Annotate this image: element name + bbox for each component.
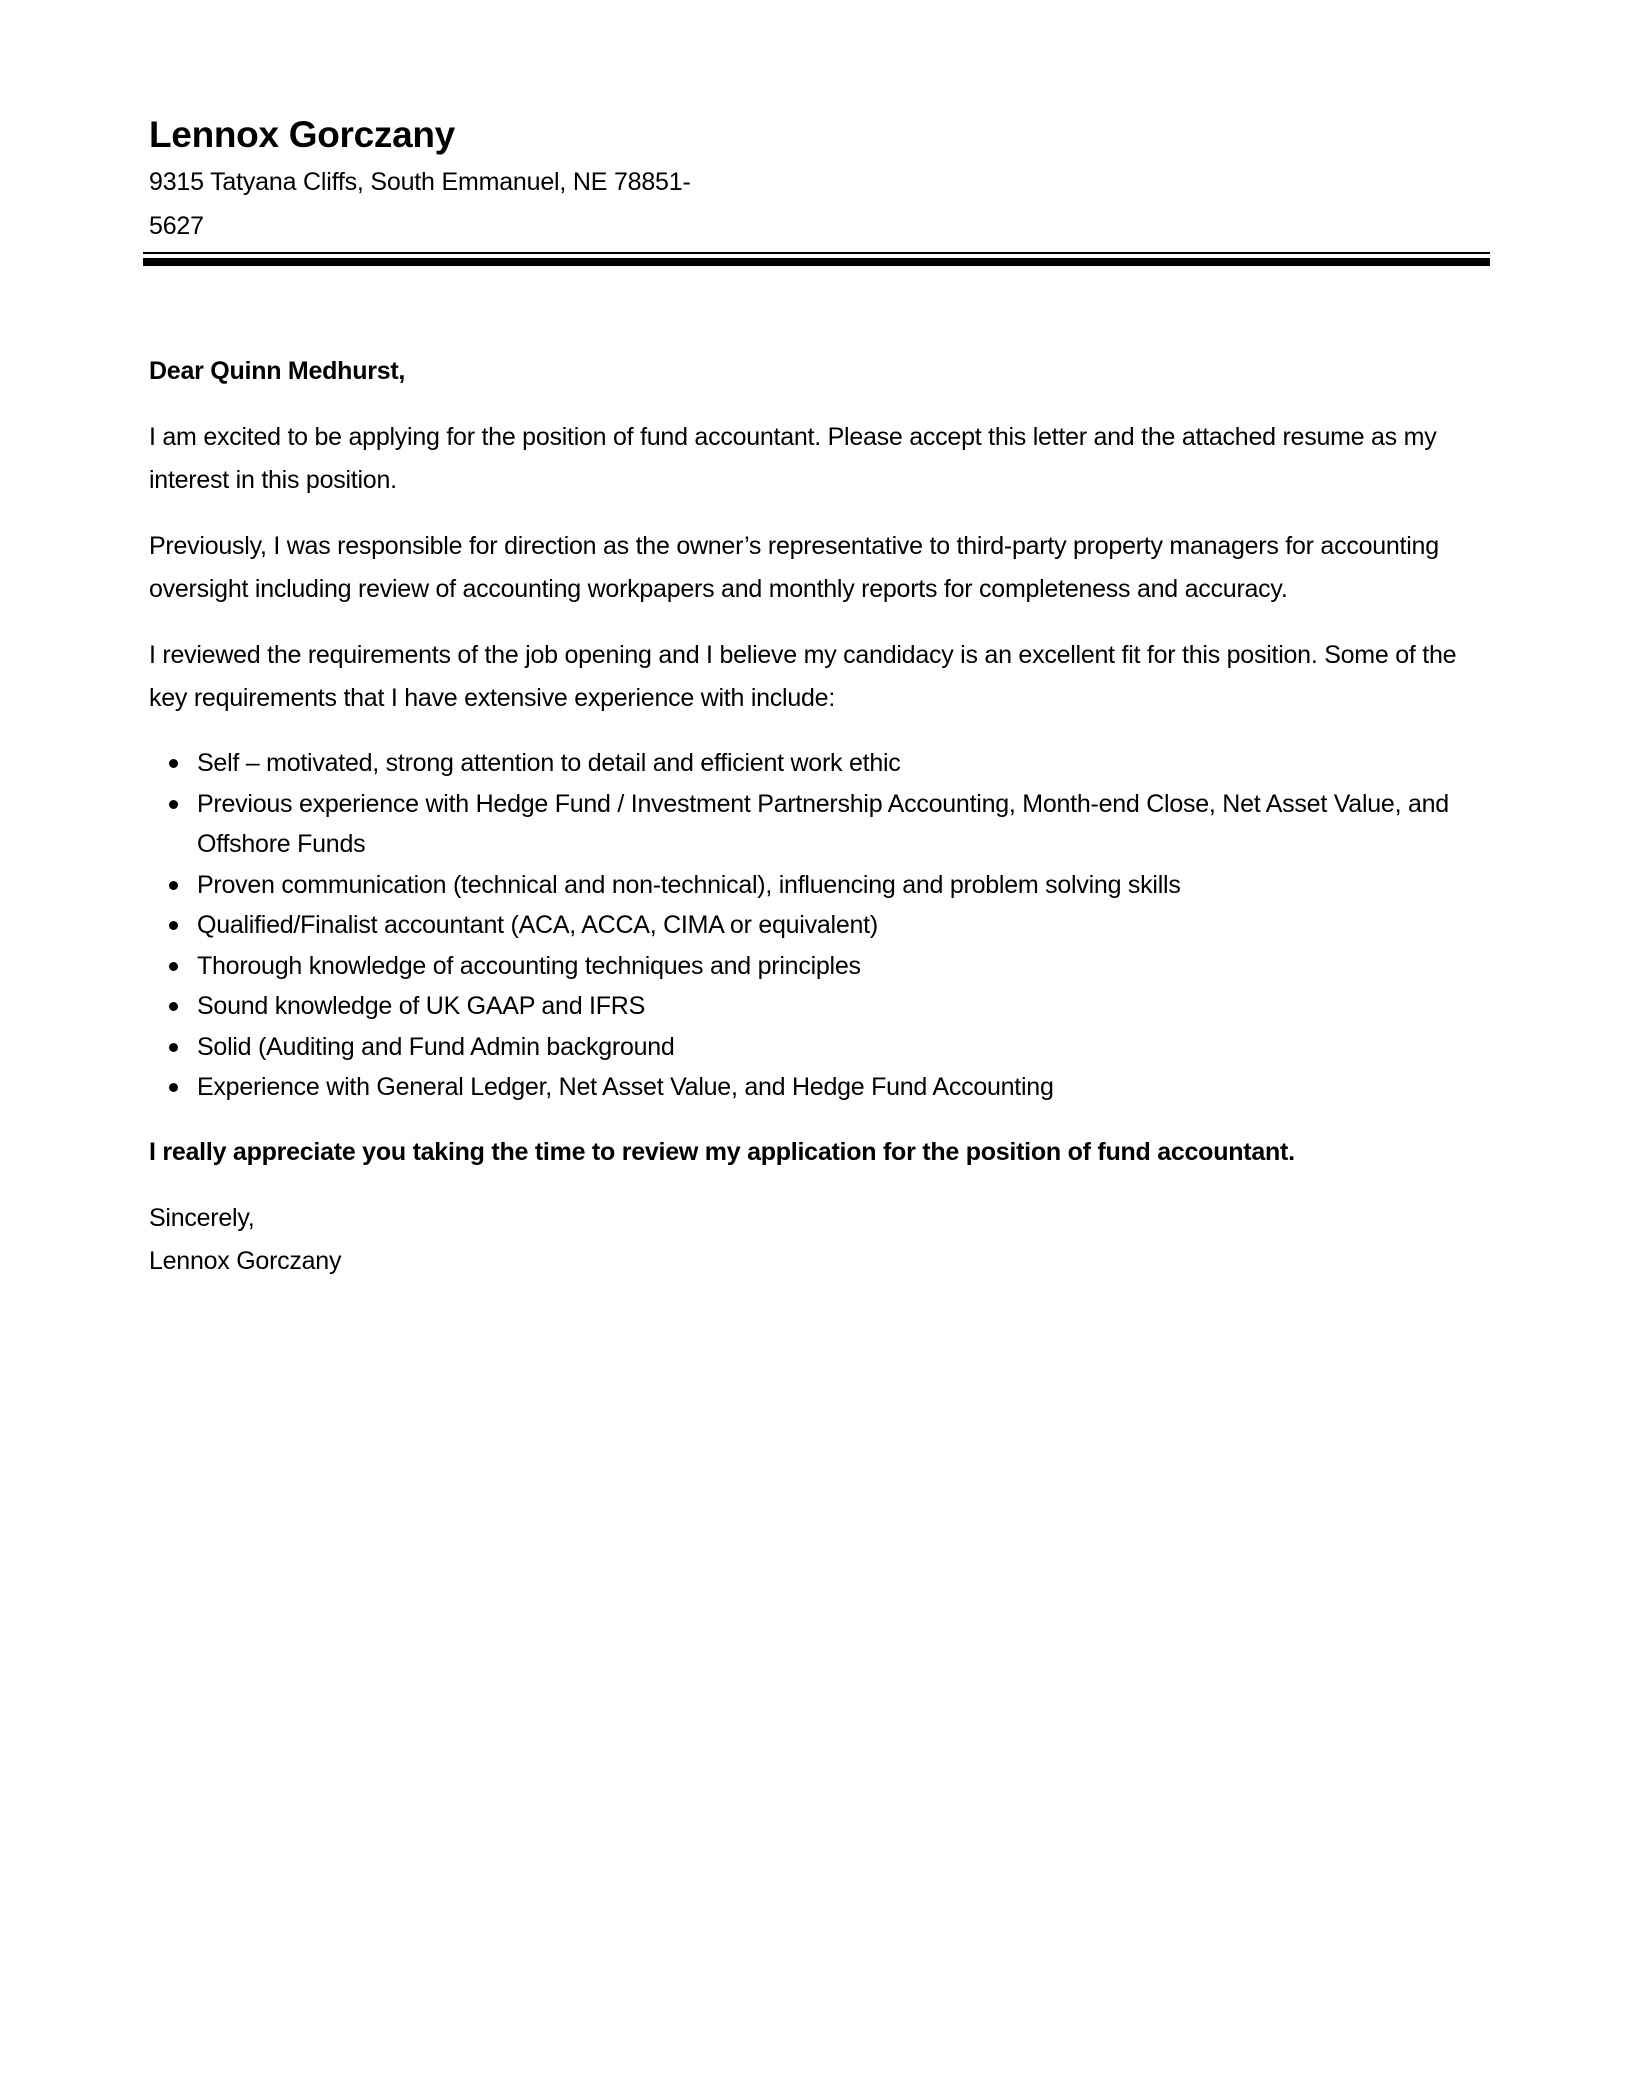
bullet-icon bbox=[169, 1002, 178, 1011]
letter-header bbox=[149, 110, 789, 248]
list-item bbox=[149, 784, 1494, 865]
list-item-text: Sound knowledge of UK GAAP and IFRS bbox=[197, 992, 646, 1020]
list-item-text: Qualified/Finalist accountant (ACA, ACCA, CIMA or equivalent) bbox=[197, 911, 878, 939]
bullet-icon bbox=[169, 759, 178, 768]
list-item bbox=[149, 1027, 1494, 1068]
list-item-text: Thorough knowledge of accounting techniques and principles bbox=[197, 951, 861, 980]
signature: Lennox Gorczany bbox=[149, 1246, 342, 1275]
list-item bbox=[149, 946, 1494, 987]
bullet-icon bbox=[169, 1043, 178, 1052]
bullet-icon bbox=[169, 800, 178, 809]
list-item-text: Self – motivated, strong attention to detail and efficient work ethic bbox=[197, 749, 901, 777]
list-item-text: Proven communication (technical and non-technical), influencing and problem solving skills bbox=[197, 870, 1181, 899]
letter-body bbox=[149, 350, 1494, 1283]
requirements-intro-paragraph: I reviewed the requirements of the job opening and I believe my candidacy is an excellent fit for this position. Some of the key requirements that I have extensive experience with include: bbox=[149, 641, 1457, 712]
sender-address-line-1: 9315 Tatyana Cliffs, South Emmanuel, NE 78851- bbox=[149, 168, 691, 196]
list-item bbox=[149, 743, 1494, 784]
experience-paragraph: Previously, I was responsible for direction as the owner’s representative to third-party property managers for accounting oversight including review of accounting workpapers and monthly reports for completeness and accuracy. bbox=[149, 532, 1439, 603]
sender-address-line-2: 5627 bbox=[149, 212, 204, 240]
list-item bbox=[149, 1067, 1494, 1108]
intro-paragraph: I am excited to be applying for the position of fund accountant. Please accept this letter and the attached resume as my interest in this position. bbox=[149, 423, 1437, 494]
list-item-text: Solid (Auditing and Fund Admin background bbox=[197, 1032, 675, 1061]
header-divider-thin bbox=[143, 252, 1490, 254]
salutation: Dear Quinn Medhurst, bbox=[149, 357, 406, 385]
bullet-icon bbox=[169, 881, 178, 890]
requirements-list bbox=[149, 743, 1494, 1108]
bullet-icon bbox=[169, 1083, 178, 1092]
bullet-icon bbox=[169, 962, 178, 971]
closing-statement: I really appreciate you taking the time to review my application for the position of fund accountant. bbox=[149, 1137, 1295, 1166]
list-item bbox=[149, 905, 1494, 946]
header-divider-thick bbox=[143, 258, 1490, 266]
list-item-text: Previous experience with Hedge Fund / Investment Partnership Accounting, Month-end Close, Net Asset Value, and Offshore Funds bbox=[197, 789, 1449, 858]
list-item bbox=[149, 986, 1494, 1027]
list-item-text: Experience with General Ledger, Net Asset Value, and Hedge Fund Accounting bbox=[197, 1073, 1054, 1101]
signoff: Sincerely, bbox=[149, 1203, 255, 1232]
list-item bbox=[149, 865, 1494, 906]
bullet-icon bbox=[169, 921, 178, 930]
sender-name: Lennox Gorczany bbox=[149, 114, 455, 155]
